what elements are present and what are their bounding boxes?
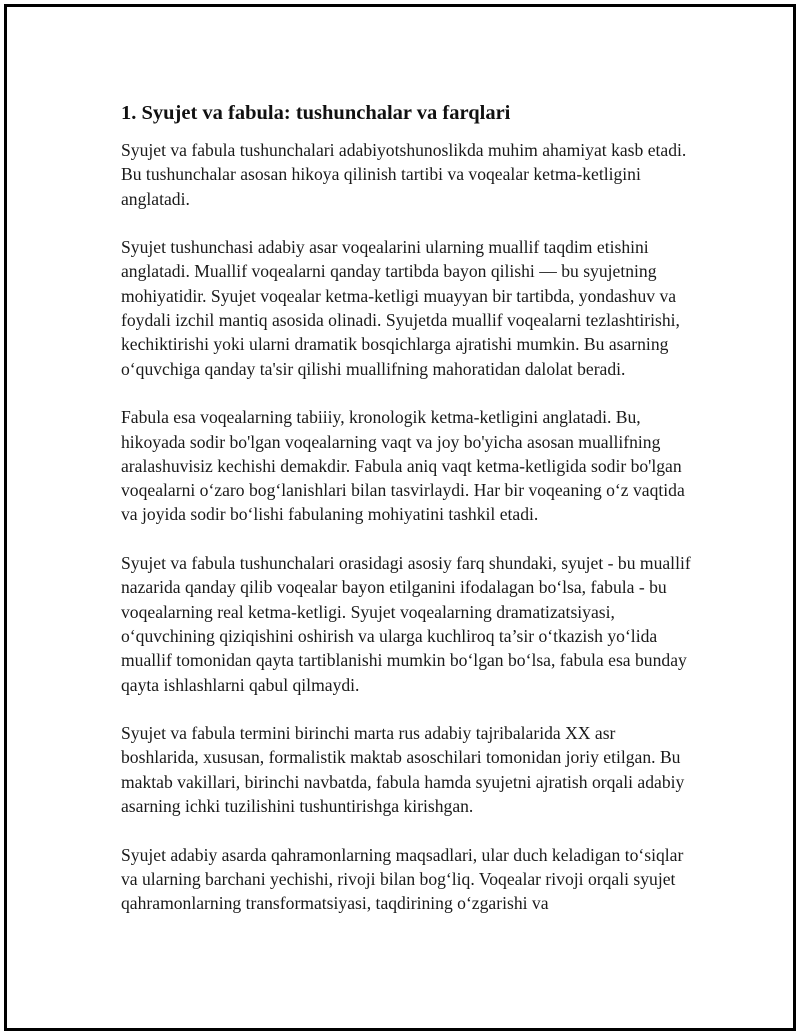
paragraph-2: Syujet tushunchasi adabiy asar voqealarini ularning muallif taqdim etishini anglatadi. Muallif voqealarni qanday tartibda bayon qilishi — bu syujetning mohiyatidir. Syujet voqealar ketma-ketligi muayyan bir tartibda, yondashuv va foydali izchil mantiq asosida olinadi. Syujetda muallif voqealarni tezlashtirishi, kechiktirishi yoki ularni dramatik bosqichlarga ajratishi mumkin. Bu asarning o‘quvchiga qanday ta'sir qilishi muallifning mahoratidan dalolat beradi. xyxy=(121,237,680,379)
paragraph-5: Syujet va fabula termini birinchi marta rus adabiy tajribalarida XX asr boshlarida, xususan, formalistik maktab asoschilari tomonidan joriy etilgan. Bu maktab vakillari, birinchi navbatda, fabula hamda syujetni ajratish orqali adabiy asarning ichki tuzilishini tushuntirishga kirishgan. xyxy=(121,723,685,817)
paragraph-6: Syujet adabiy asarda qahramonlarning maqsadlari, ular duch keladigan to‘siqlar va ularning barchani yechishi, rivoji bilan bog‘liq. Voqealar rivoji orqali syujet qahramonlarning transformatsiyasi, taqdirining o‘zgarishi va xyxy=(121,844,684,914)
paragraph-4: Syujet va fabula tushunchalari orasidagi asosiy farq shundaki, syujet - bu muallif nazarida qanday qilib voqealar bayon etilganini ifodalagan bo‘lsa, fabula - bu voqealarning real ketma-ketligi. Syujet voqealarning dramatizatsiyasi, o‘quvchining qiziqishini oshirish va ularga kuchliroq ta’sir o‘tkazish yo‘lida muallif tomonidan qayta tartiblanishi mumkin bo‘lgan bo‘lsa, fabula esa bunday qayta ishlashlarni qabul qilmaydi. xyxy=(121,553,691,695)
document-body xyxy=(121,100,691,940)
page-frame xyxy=(4,4,796,1031)
paragraph-3: Fabula esa voqealarning tabiiiy, kronologik ketma-ketligini anglatadi. Bu, hikoyada sodir bo'lgan voqealarning vaqt va joy bo'yicha asosan muallifning aralashuvisiz kechishi demakdir. Fabula aniq vaqt ketma-ketligida sodir bo'lgan voqealarni o‘zaro bog‘lanishlari bilan tasvirlaydi. Har bir voqeaning o‘z vaqtida va joyida sodir bo‘lishi fabulaning mohiyatini tashkil etadi. xyxy=(121,407,685,525)
paragraph-1: Syujet va fabula tushunchalari adabiyotshunoslikda muhim ahamiyat kasb etadi. Bu tushunchalar asosan hikoya qilinish tartibi va voqealar ketma-ketligini anglatadi. xyxy=(121,140,687,209)
section-heading: 1. Syujet va fabula: tushunchalar va farqlari xyxy=(121,102,511,124)
